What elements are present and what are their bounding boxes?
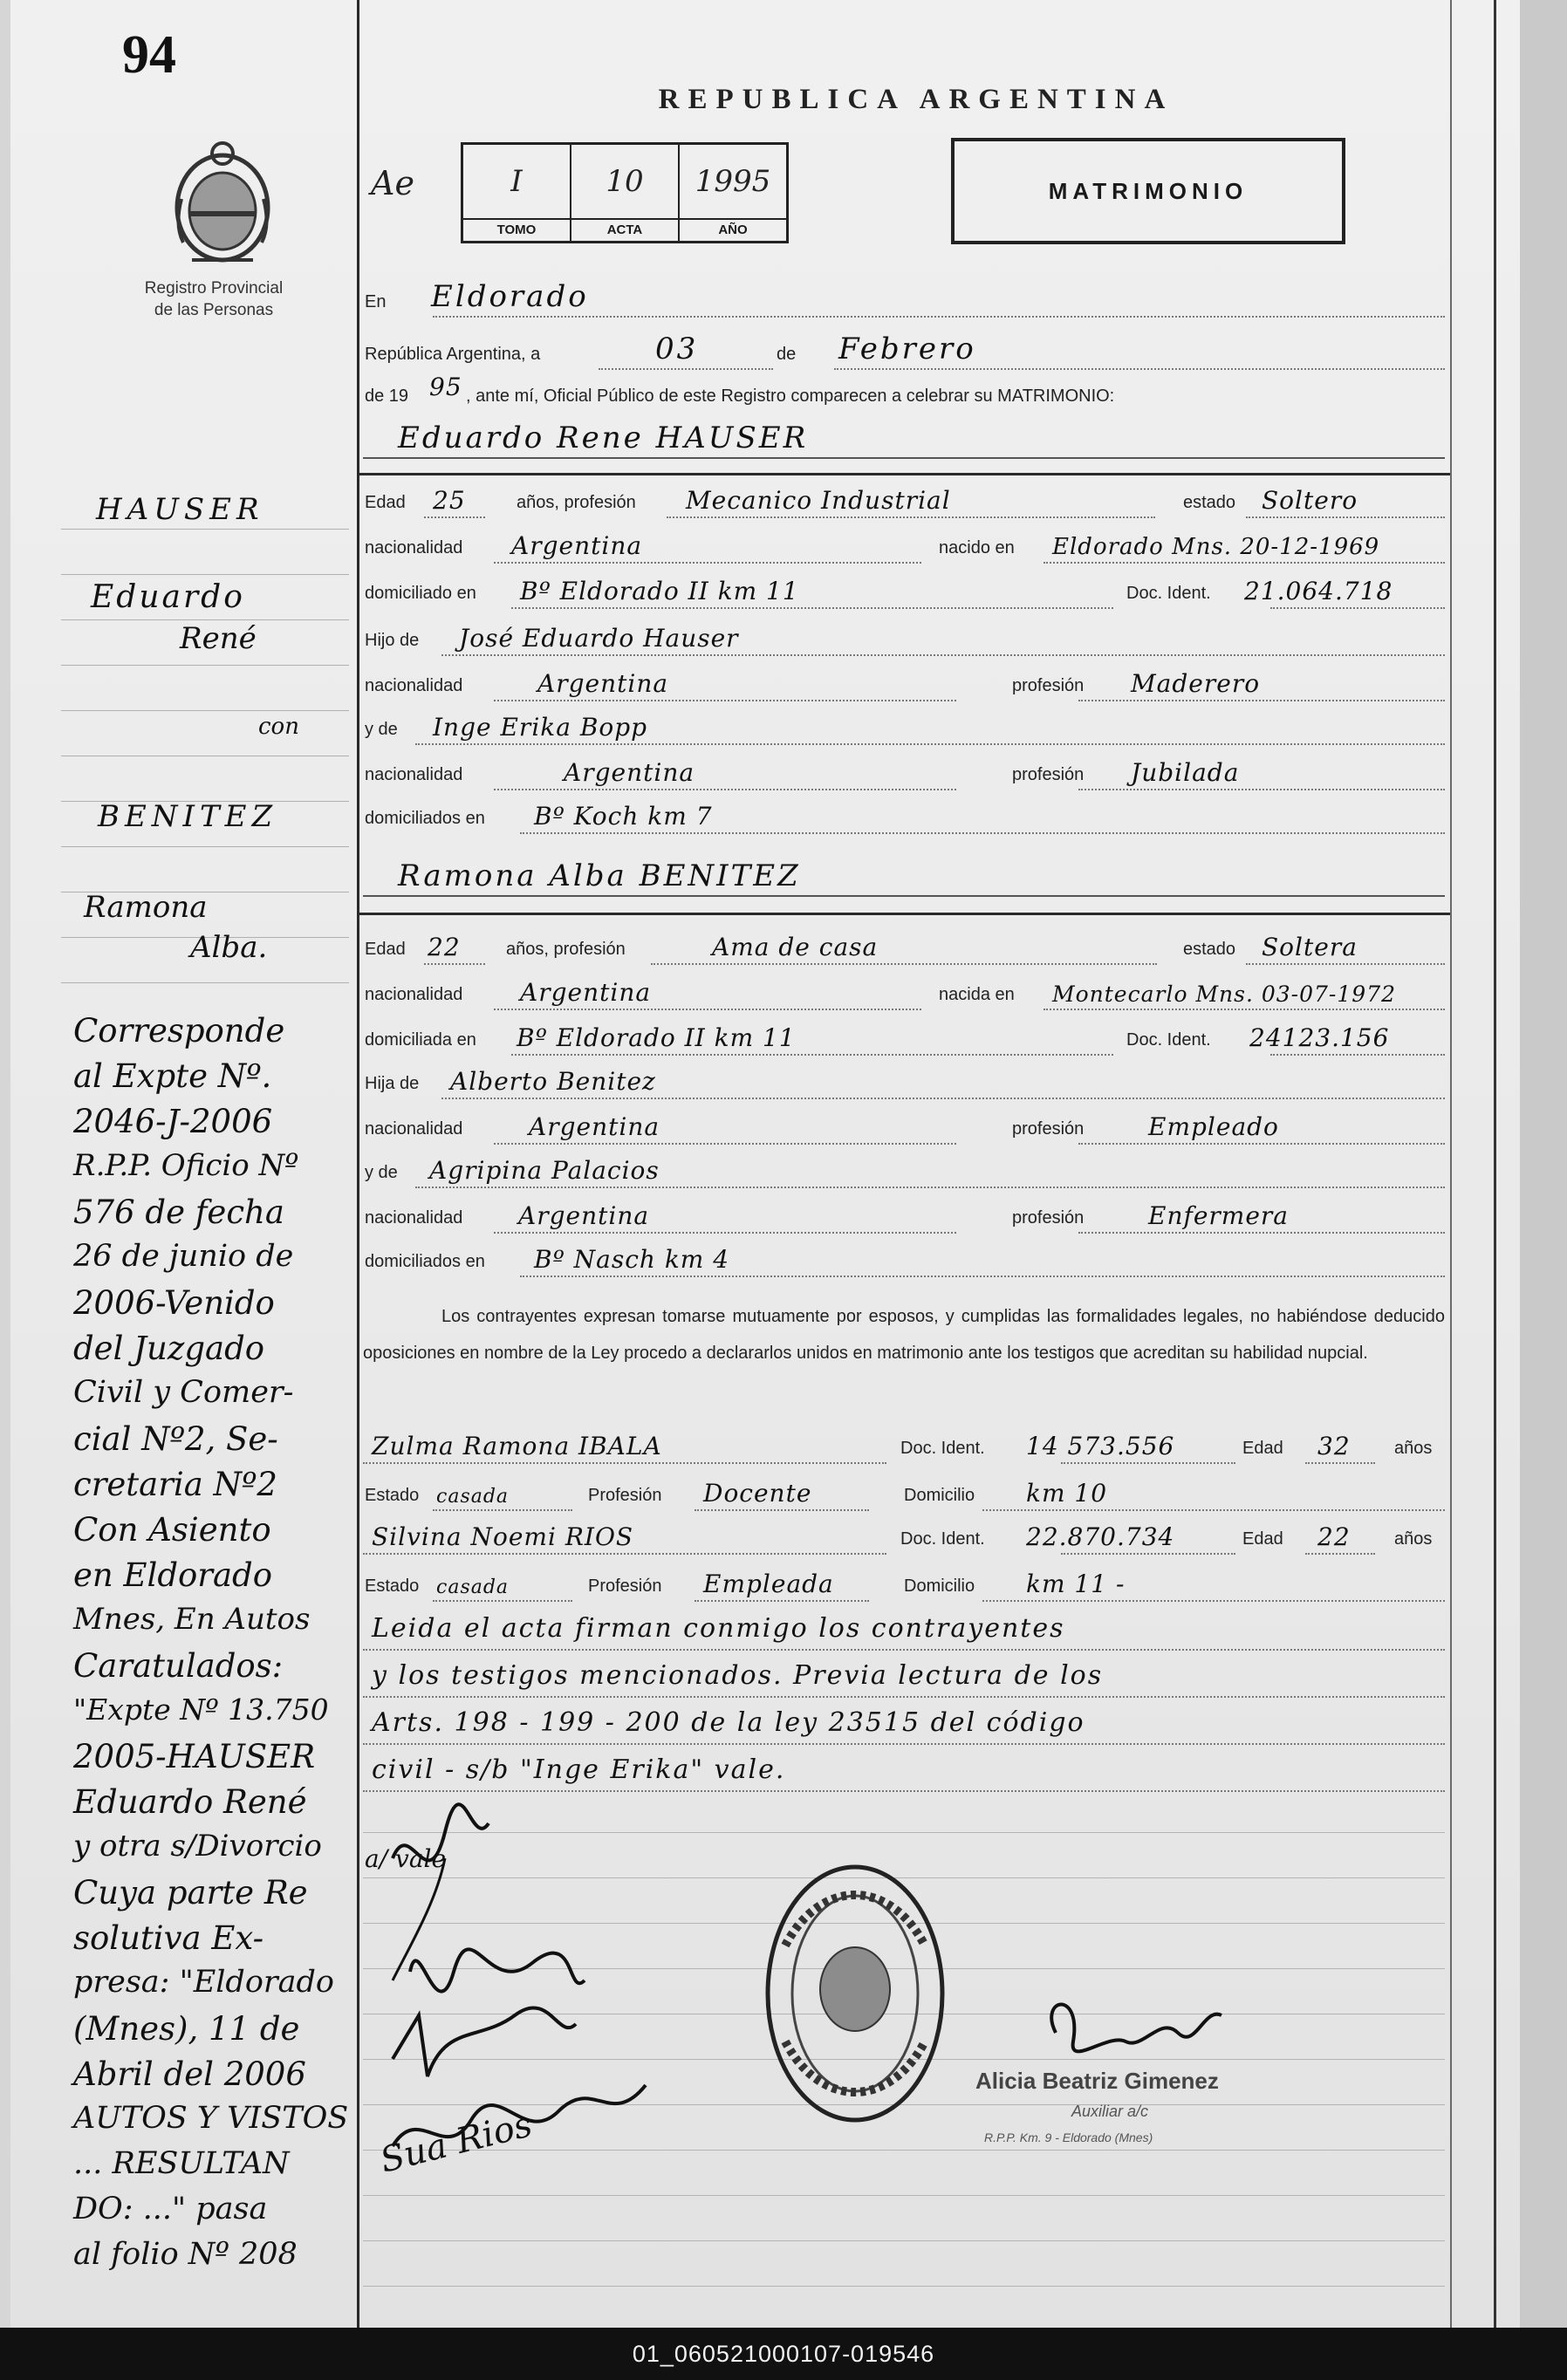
margin-groom-given-1: Eduardo [91, 579, 245, 615]
place-value: Eldorado [431, 279, 589, 314]
month-value: Febrero [838, 332, 976, 366]
witness-2-name: Silvina Noemi RIOS [372, 1522, 634, 1551]
groom-age: 25 [433, 486, 466, 515]
coat-of-arms-icon [157, 138, 288, 269]
groom-nationality: Argentina [511, 531, 643, 560]
groom-estado-label: estado [1183, 493, 1236, 512]
groom-profesion-label: años, profesión [517, 493, 636, 512]
margin-annotation-line: solutiva Ex- [73, 1919, 264, 1957]
tomo-label: TOMO [463, 218, 570, 241]
registry-line-2: de las Personas [154, 301, 274, 319]
groom-father-prof-label: profesión [1012, 676, 1085, 695]
signatures-group [358, 1797, 724, 2181]
groom-mother-profession: Jubilada [1131, 758, 1240, 787]
margin-annotation-line: Con Asiento [73, 1511, 271, 1549]
page-number: 94 [122, 25, 176, 85]
bride-age: 22 [428, 933, 461, 961]
tomo-cell [463, 145, 571, 241]
bride-domiciliados-label: domiciliados en [365, 1252, 485, 1271]
margin-con: con [258, 714, 299, 740]
witness-2-doc: 22.870.734 [1026, 1522, 1175, 1551]
witness-2-estado-label: Estado [365, 1576, 420, 1596]
witness-2-profesion-label: Profesión [588, 1576, 662, 1596]
bride-father-profession: Empleado [1148, 1112, 1279, 1141]
bride-name-row [363, 860, 1445, 900]
margin-rule [61, 574, 349, 575]
bride-signature [410, 1949, 585, 1991]
registry-name [87, 277, 340, 321]
margin-annotation-line: al Expte Nº. [73, 1057, 272, 1095]
witness-1-estado-label: Estado [365, 1486, 420, 1505]
witness-1-status: casada [436, 1486, 510, 1508]
witness-2-age: 22 [1317, 1522, 1351, 1551]
bride-nationality: Argentina [520, 978, 652, 1007]
groom-civil-status: Soltero [1262, 486, 1358, 515]
witness-1-domicilio-label: Domicilio [904, 1486, 975, 1505]
witness-1-profesion-label: Profesión [588, 1486, 662, 1505]
witness-2-status: casada [436, 1576, 510, 1598]
document-id: 01_060521000107-019546 [632, 2340, 935, 2367]
note-line [363, 1652, 1445, 1698]
witness-1-signature [393, 2007, 576, 2076]
year-prefix: de 19 [365, 386, 409, 406]
year-row [363, 375, 1445, 415]
groom-section-rule [359, 473, 1450, 475]
bride-yde-label: y de [365, 1163, 398, 1182]
bride-address-row [363, 1019, 1445, 1059]
bride-mother-row [363, 1152, 1445, 1192]
day-value: 03 [655, 332, 699, 366]
acta-label: ACTA [571, 218, 678, 241]
witness-1-name: Zulma Ramona IBALA [372, 1432, 662, 1460]
margin-annotation-line: al folio Nº 208 [73, 2237, 298, 2272]
margin-rule [61, 529, 349, 530]
margin-annotation-line: del Juzgado [73, 1330, 265, 1367]
right-rule [1450, 0, 1452, 2328]
tomo-value: I [510, 164, 523, 199]
margin-annotation-line: Cuya parte Re [73, 1874, 308, 1912]
acta-cell [571, 145, 680, 241]
witness-1-anos-label: años [1394, 1439, 1433, 1458]
de-label: de [777, 345, 797, 364]
statement-text: , ante mí, Oficial Público de este Registro comparecen a celebrar su MATRIMONIO: [466, 386, 1115, 406]
groom-hijo-label: Hijo de [365, 631, 420, 650]
note-text: Leida el acta firman conmigo los contrayentes [372, 1613, 1065, 1644]
groom-doc-label: Doc. Ident. [1126, 584, 1211, 603]
bride-father-nat-row [363, 1108, 1445, 1148]
bride-father: Alberto Benitez [450, 1067, 656, 1096]
margin-annotation-line: (Mnes), 11 de [73, 2010, 300, 2048]
margin-annotation-line: Eduardo René [73, 1783, 307, 1821]
groom-parents-address: Bº Koch km 7 [534, 802, 713, 831]
witness-2-anos-label: años [1394, 1529, 1433, 1549]
witness-2-domicilio-label: Domicilio [904, 1576, 975, 1596]
bride-mother: Agripina Palacios [429, 1156, 660, 1185]
margin-annotation-line: Civil y Comer- [73, 1375, 294, 1410]
groom-age-row [363, 482, 1445, 522]
groom-father-nat-label: nacionalidad [365, 676, 463, 695]
bride-mother-nat-row [363, 1197, 1445, 1237]
ano-label: AÑO [680, 218, 786, 241]
bride-hija-label: Hija de [365, 1074, 420, 1093]
ae-mark: Ae [371, 164, 414, 202]
place-row [363, 281, 1445, 321]
groom-mother-nationality: Argentina [564, 758, 695, 787]
bride-age-row [363, 928, 1445, 968]
bride-father-nationality: Argentina [529, 1112, 660, 1141]
margin-annotation-line: "Expte Nº 13.750 [73, 1693, 329, 1727]
groom-mother-row [363, 708, 1445, 749]
margin-bride-given-2: Alba. [190, 930, 268, 965]
witness-1-profession: Docente [703, 1479, 812, 1508]
margin-annotation-line: Abril del 2006 [73, 2055, 306, 2093]
margin-rule [61, 710, 349, 711]
groom-father-nationality: Argentina [537, 669, 669, 698]
registry-line-1: Registro Provincial [144, 279, 284, 298]
groom-mother: Inge Erika Bopp [433, 713, 648, 742]
witness-2-doc-label: Doc. Ident. [900, 1529, 985, 1549]
groom-profession: Mecanico Industrial [686, 486, 951, 515]
note-line [363, 1747, 1445, 1792]
groom-doc: 21.064.718 [1244, 577, 1393, 605]
margin-annotation-line: Mnes, En Autos [73, 1602, 311, 1637]
bride-parents-address: Bº Nasch km 4 [534, 1245, 730, 1274]
witness-1-edad-label: Edad [1242, 1439, 1283, 1458]
witness-1-doc: 14 573.556 [1026, 1432, 1175, 1460]
margin-rule [61, 846, 349, 847]
witness-2-profession: Empleada [703, 1570, 834, 1598]
witness-2-edad-label: Edad [1242, 1529, 1283, 1549]
witness-1-age: 32 [1317, 1432, 1351, 1460]
groom-nacionalidad-label: nacionalidad [365, 538, 463, 557]
groom-father-profession: Maderero [1131, 669, 1261, 698]
country-title: REPUBLICA ARGENTINA [658, 84, 1174, 115]
witness-2-address: km 11 - [1026, 1570, 1126, 1598]
note-text: y los testigos mencionados. Previa lectura de los [372, 1660, 1104, 1691]
groom-domicilio-label: domiciliado en [365, 584, 476, 603]
bride-father-nat-label: nacionalidad [365, 1119, 463, 1139]
margin-bride-given-1: Ramona [84, 890, 208, 925]
republica-label: República Argentina, a [365, 345, 541, 364]
groom-full-name: Eduardo Rene HAUSER [398, 421, 809, 455]
margin-annotation-line: DO: ..." pasa [73, 2192, 268, 2226]
bride-section-rule [359, 913, 1450, 915]
groom-father-nat-row [363, 665, 1445, 705]
page-edge [1520, 0, 1567, 2328]
groom-nacido-label: nacido en [939, 538, 1015, 557]
witness-1-doc-label: Doc. Ident. [900, 1439, 985, 1458]
groom-address: Bº Eldorado II km 11 [520, 577, 799, 605]
ano-value: 1995 [695, 164, 771, 199]
groom-nationality-row [363, 527, 1445, 567]
margin-annotation-line: 26 de junio de [73, 1239, 294, 1274]
vale-mark: a/ vale [365, 1844, 447, 1873]
ruled-line [363, 2195, 1445, 2196]
note-text: Arts. 198 - 199 - 200 de la ley 23515 del código [372, 1707, 1085, 1738]
bride-profesion-label: años, profesión [506, 940, 626, 959]
bride-mother-profession: Enfermera [1148, 1201, 1289, 1230]
rios-signature-text: Sua Rios [376, 2104, 537, 2181]
margin-annotation-line: en Eldorado [73, 1556, 272, 1594]
bride-mother-nationality: Argentina [518, 1201, 650, 1230]
bride-domicilio-label: domiciliada en [365, 1030, 476, 1050]
margin-annotation-line: cial Nº2, Se- [73, 1420, 278, 1458]
groom-mother-prof-label: profesión [1012, 765, 1085, 784]
groom-mother-nat-label: nacionalidad [365, 765, 463, 784]
margin-annotation-line: AUTOS Y VISTOS [73, 2101, 349, 2136]
en-label: En [365, 292, 387, 311]
bride-civil-status: Soltera [1262, 933, 1358, 961]
outer-rule [1494, 0, 1496, 2328]
groom-yde-label: y de [365, 720, 398, 739]
note-line [363, 1605, 1445, 1651]
groom-name-row [363, 422, 1445, 462]
margin-annotation-line: ... RESULTAN [73, 2146, 290, 2181]
ruled-line [363, 2286, 1445, 2287]
witness-1-address: km 10 [1026, 1479, 1108, 1508]
bride-birthplace: Montecarlo Mns. 03-07-1972 [1052, 981, 1397, 1007]
witness-1-detail-row [363, 1474, 1445, 1515]
official-seal-icon [759, 1858, 951, 2129]
ruled-line [363, 2240, 1445, 2241]
year-suffix: 95 [429, 373, 462, 401]
bride-doc-label: Doc. Ident. [1126, 1030, 1211, 1050]
note-line [363, 1700, 1445, 1745]
groom-birthplace: Eldorado Mns. 20-12-1969 [1052, 534, 1380, 560]
officer-role: Auxiliar a/c [1071, 2103, 1149, 2120]
margin-bride-surname: BENITEZ [98, 799, 278, 834]
bride-father-prof-label: profesión [1012, 1119, 1085, 1139]
bride-mother-nat-label: nacionalidad [365, 1208, 463, 1228]
record-type-box: MATRIMONIO [951, 138, 1345, 244]
margin-annotation-line: R.P.P. Oficio Nº [73, 1148, 299, 1183]
witness-2-row [363, 1518, 1445, 1558]
bride-father-row [363, 1063, 1445, 1103]
groom-address-row [363, 572, 1445, 612]
margin-annotation-line: cretaria Nº2 [73, 1466, 277, 1503]
margin-annotation-line: 2006-Venido [73, 1284, 275, 1322]
margin-rule [61, 982, 349, 983]
bride-estado-label: estado [1183, 940, 1236, 959]
groom-mother-nat-row [363, 754, 1445, 794]
footer-bar [0, 2328, 1567, 2380]
margin-annotation-line: 2005-HAUSER [73, 1738, 316, 1775]
acta-value: 10 [606, 164, 644, 199]
groom-parents-address-row [363, 797, 1445, 838]
reference-box [461, 142, 789, 243]
margin-groom-given-2: René [180, 621, 257, 656]
margin-rule [61, 619, 349, 620]
witness-1-row [363, 1427, 1445, 1467]
margin-annotation-line: Caratulados: [73, 1647, 284, 1685]
declaration-paragraph: Los contrayentes expresan tomarse mutuamente por esposos, y cumplidas las formalidades legales, no habiéndose deducido oposiciones en nombre de la Ley procedo a declararlos unidos en matrimonio ante los testigos que acreditan su habilidad nupcial. [363, 1307, 1445, 1363]
bride-address: Bº Eldorado II km 11 [517, 1023, 796, 1052]
note-text: civil - s/b "Inge Erika" vale. [372, 1754, 786, 1785]
margin-annotation-line: 2046-J-2006 [73, 1103, 273, 1140]
witness-2-detail-row [363, 1565, 1445, 1605]
groom-edad-label: Edad [365, 493, 406, 512]
margin-groom-surname: HAUSER [96, 492, 264, 527]
margin-annotation-line: 576 de fecha [73, 1193, 284, 1231]
officer-name: Alicia Beatriz Gimenez [975, 2068, 1219, 2094]
bride-profession: Ama de casa [712, 933, 879, 961]
bride-edad-label: Edad [365, 940, 406, 959]
officer-office: R.P.P. Km. 9 - Eldorado (Mnes) [984, 2130, 1153, 2144]
bride-doc: 24123.156 [1249, 1023, 1390, 1052]
bride-parents-address-row [363, 1241, 1445, 1281]
bride-nacida-label: nacida en [939, 985, 1015, 1004]
groom-father-row [363, 619, 1445, 660]
groom-father: José Eduardo Hauser [459, 624, 739, 653]
bride-nacionalidad-label: nacionalidad [365, 985, 463, 1004]
ano-cell [680, 145, 786, 241]
margin-annotation-line: y otra s/Divorcio [73, 1829, 322, 1864]
bride-mother-prof-label: profesión [1012, 1208, 1085, 1228]
margin-annotation-line: presa: "Eldorado [73, 1965, 334, 2000]
bride-nationality-row [363, 974, 1445, 1014]
margin-annotation-line: Corresponde [73, 1012, 285, 1050]
bride-full-name: Ramona Alba BENITEZ [398, 858, 801, 893]
date-row [363, 333, 1445, 373]
margin-rule [61, 665, 349, 666]
groom-domiciliados-label: domiciliados en [365, 809, 485, 828]
